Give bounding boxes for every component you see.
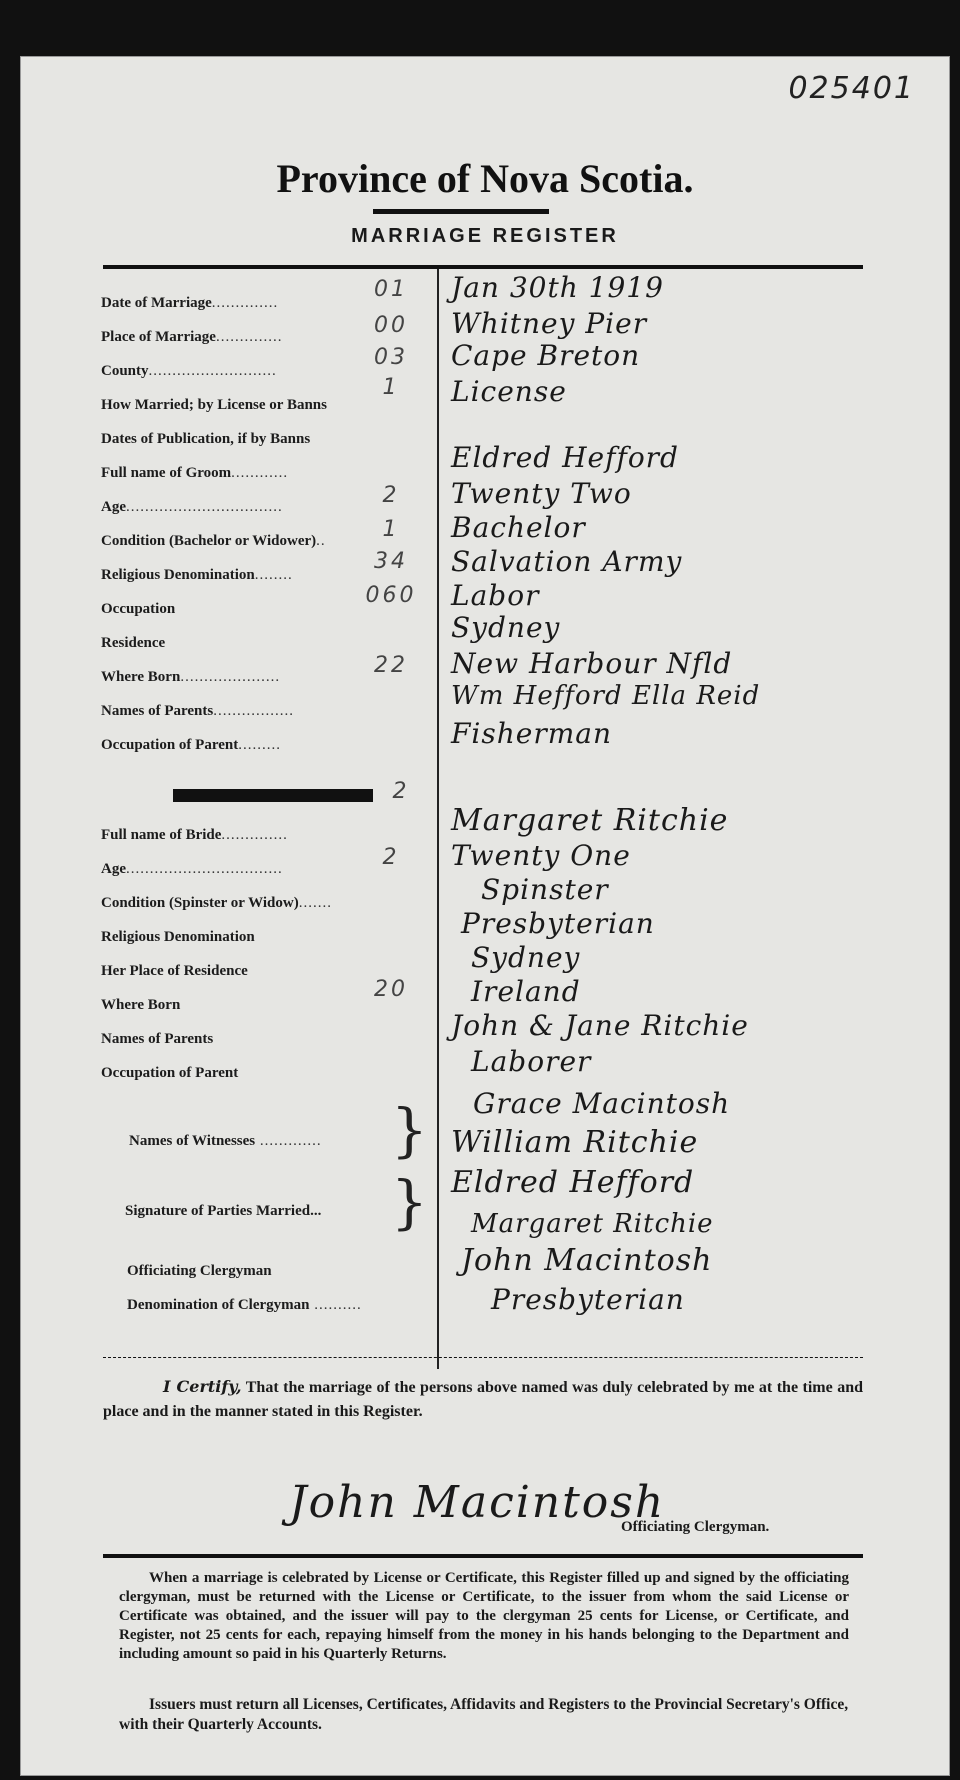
field-value-groom-born: New Harbour Nfld bbox=[451, 647, 733, 680]
field-code-groom-age: 2 bbox=[382, 483, 400, 508]
denomination-label: Denomination of Clergyman .......... bbox=[127, 1297, 362, 1313]
field-label-groom-born: Where Born..................... bbox=[101, 669, 281, 685]
field-code-place: 00 bbox=[374, 313, 408, 338]
field-label-groom-occupation: Occupation bbox=[101, 601, 176, 617]
field-label-groom-parent-occupation: Occupation of Parent......... bbox=[101, 737, 281, 753]
signature-label: Signature of Parties Married... bbox=[125, 1203, 322, 1219]
field-label-bride-condition: Condition (Spinster or Widow)....... bbox=[101, 895, 332, 911]
footer-rule bbox=[103, 1554, 863, 1558]
field-value-bride-born: Ireland bbox=[471, 975, 581, 1008]
register-form bbox=[20, 56, 950, 1776]
field-code-groom-occupation: 060 bbox=[365, 583, 417, 608]
field-value-date: Jan 30th 1919 bbox=[451, 271, 664, 304]
footer-paragraph: When a marriage is celebrated by License or Certificate, this Register filled up and signed by the officiating clergyman, must be returned with the License or Certificate, to the issuer from whom the said License or Certificate was obtained, and the issuer will pay to the clergyman 25 cents for License, or Certificate, and Register, not 25 cents for each, repaying himself from the money in his hands belonging to the Department and including amount so paid in his Quarterly Returns. bbox=[119, 1570, 849, 1662]
signature-groom: Eldred Hefford bbox=[451, 1165, 695, 1200]
field-label-bride-parents: Names of Parents bbox=[101, 1031, 214, 1047]
field-value-groom: Eldred Hefford bbox=[451, 441, 679, 474]
field-label-bride: Full name of Bride.............. bbox=[101, 827, 288, 843]
certify-rule bbox=[103, 1357, 863, 1360]
page-subtitle: MARRIAGE REGISTER bbox=[351, 225, 619, 247]
field-code-groom-religion: 34 bbox=[374, 549, 408, 574]
field-code-how-married: 1 bbox=[382, 375, 400, 400]
bride-section-code: 2 bbox=[392, 779, 410, 804]
field-label-groom: Full name of Groom............ bbox=[101, 465, 289, 481]
field-code-groom-born: 22 bbox=[374, 653, 408, 678]
field-label-groom-parents: Names of Parents................. bbox=[101, 703, 294, 719]
field-value-groom-age: Twenty Two bbox=[451, 477, 632, 510]
field-value-place: Whitney Pier bbox=[451, 307, 648, 340]
field-label-bride-age: Age................................. bbox=[101, 861, 283, 877]
field-code-bride-born: 20 bbox=[374, 977, 408, 1002]
title-divider bbox=[373, 209, 549, 214]
field-value-bride-parents: John & Jane Ritchie bbox=[451, 1009, 749, 1042]
field-label-bride-born: Where Born bbox=[101, 997, 181, 1013]
field-value-bride-condition: Spinster bbox=[481, 873, 609, 906]
register-number: 025401 bbox=[788, 71, 915, 106]
field-value-bride-parent-occupation: Laborer bbox=[471, 1045, 592, 1078]
field-value-groom-residence: Sydney bbox=[451, 611, 561, 644]
field-value-groom-religion: Salvation Army bbox=[451, 545, 683, 578]
column-divider bbox=[437, 269, 439, 1369]
bride-section-bar bbox=[173, 789, 373, 802]
field-label-county: County........................... bbox=[101, 363, 277, 379]
header-rule bbox=[103, 265, 863, 269]
field-value-bride-age: Twenty One bbox=[451, 839, 631, 872]
signatures-brace: } bbox=[391, 1168, 428, 1236]
footer-notice: Issuers must return all Licenses, Certificates, Affidavits and Registers to the Provincial Secretary's Office, with their Quarterly Accounts. bbox=[119, 1696, 849, 1733]
field-label-publication: Dates of Publication, if by Banns bbox=[101, 431, 311, 447]
field-code-bride-age: 2 bbox=[382, 845, 400, 870]
field-value-groom-parent-occupation: Fisherman bbox=[451, 717, 613, 750]
signature-bride: Margaret Ritchie bbox=[471, 1209, 714, 1239]
field-value-groom-occupation: Labor bbox=[451, 579, 540, 612]
certify-statement: I Certify, That the marriage of the persons above named was duly celebrated by me at the time and place and in the manner stated in this Register. bbox=[103, 1377, 863, 1420]
field-value-bride: Margaret Ritchie bbox=[451, 803, 729, 838]
field-value-groom-condition: Bachelor bbox=[451, 511, 586, 544]
witness-1: Grace Macintosh bbox=[473, 1087, 731, 1120]
field-label-groom-condition: Condition (Bachelor or Widower).. bbox=[101, 533, 326, 549]
field-label-groom-age: Age................................. bbox=[101, 499, 283, 515]
field-value-groom-parents: Wm Hefford Ella Reid bbox=[451, 681, 761, 711]
field-value-county: Cape Breton bbox=[451, 339, 641, 372]
field-value-how-married: License bbox=[451, 375, 567, 408]
field-value-bride-residence: Sydney bbox=[471, 941, 581, 974]
field-label-bride-residence: Her Place of Residence bbox=[101, 963, 248, 979]
field-label-place: Place of Marriage.............. bbox=[101, 329, 283, 345]
certify-signature: John Macintosh bbox=[289, 1477, 666, 1528]
field-label-groom-religion: Religious Denomination........ bbox=[101, 567, 293, 583]
witness-2: William Ritchie bbox=[451, 1125, 699, 1160]
field-code-groom-condition: 1 bbox=[382, 517, 400, 542]
field-label-groom-residence: Residence bbox=[101, 635, 166, 651]
field-label-date: Date of Marriage.............. bbox=[101, 295, 279, 311]
clergyman-value: John Macintosh bbox=[461, 1243, 713, 1278]
field-label-how-married: How Married; by License or Banns bbox=[101, 397, 327, 413]
field-code-date: 01 bbox=[374, 277, 408, 302]
witnesses-brace: } bbox=[391, 1096, 428, 1164]
page-title: Province of Nova Scotia. bbox=[276, 156, 694, 201]
clergyman-label: Officiating Clergyman bbox=[127, 1263, 272, 1279]
field-value-bride-religion: Presbyterian bbox=[461, 907, 655, 940]
witnesses-label: Names of Witnesses ............. bbox=[129, 1133, 322, 1149]
field-label-bride-religion: Religious Denomination bbox=[101, 929, 255, 945]
certify-signature-label: Officiating Clergyman. bbox=[621, 1519, 770, 1535]
denomination-value: Presbyterian bbox=[491, 1283, 685, 1316]
field-label-bride-parent-occupation: Occupation of Parent bbox=[101, 1065, 239, 1081]
field-code-county: 03 bbox=[374, 345, 408, 370]
